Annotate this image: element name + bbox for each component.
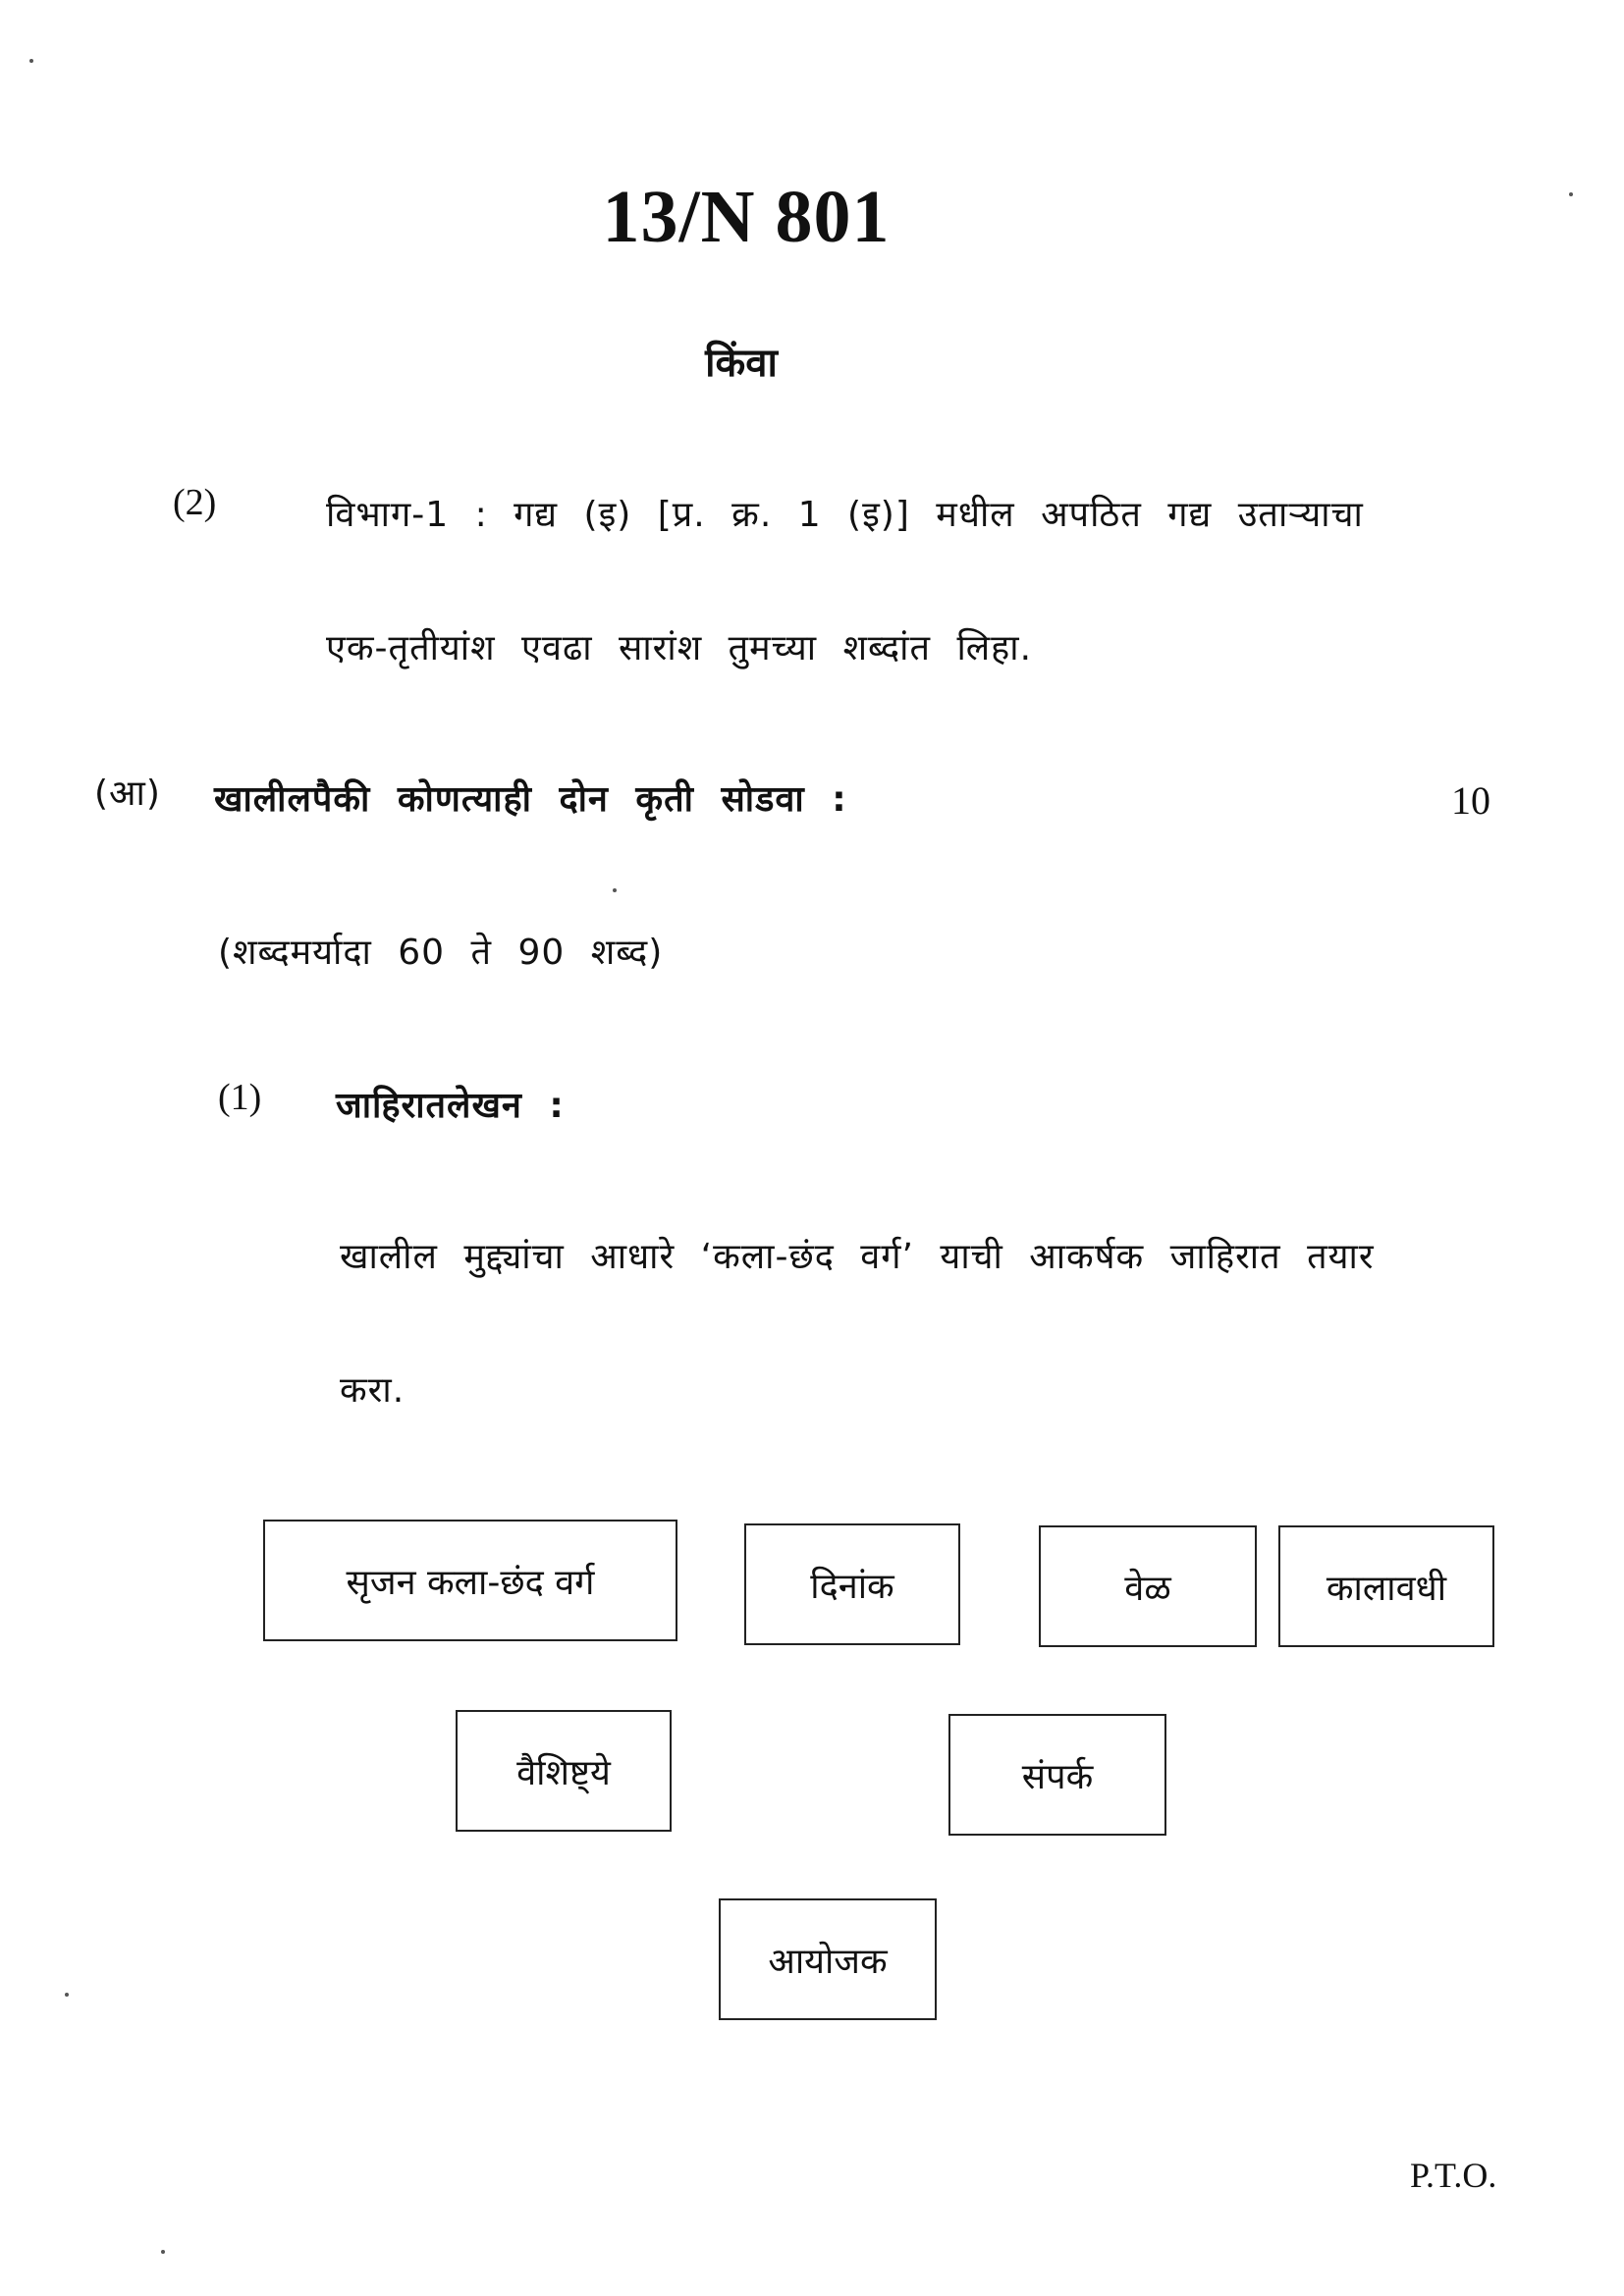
scan-speck [1569, 192, 1573, 196]
scan-speck [65, 1993, 69, 1997]
paper-code: 13/N 801 [602, 176, 891, 258]
task-1-number: (1) [218, 1077, 262, 1118]
point-box-ayojak: आयोजक [719, 1898, 937, 2020]
point-box-srujan-kala-chhand-varg: सृजन कला-छंद वर्ग [263, 1520, 677, 1641]
task-1-title: जाहिरातलेखन : [336, 1086, 565, 1126]
point-box-dinank: दिनांक [744, 1523, 960, 1645]
option-2-line-2: एक-तृतीयांश एवढा सारांश तुमच्या शब्दांत लिहा. [326, 628, 1033, 668]
scan-speck [613, 888, 617, 892]
or-separator: किंवा [705, 341, 778, 386]
point-box-vel: वेळ [1039, 1525, 1257, 1647]
scan-speck [161, 2250, 165, 2254]
point-box-samparka: संपर्क [948, 1714, 1166, 1836]
point-box-vaishishtye: वैशिष्ट्ये [456, 1710, 672, 1832]
section-aa-instruction: खालीलपैकी कोणत्याही दोन कृती सोडवा : [214, 779, 847, 820]
section-aa-marks: 10 [1451, 778, 1490, 823]
option-2-line-1: विभाग-1 : गद्य (इ) [प्र. क्र. 1 (इ)] मधील अपठित गद्य उताऱ्याचा [326, 495, 1364, 535]
scan-speck [29, 59, 33, 63]
please-turn-over: P.T.O. [1410, 2156, 1497, 2195]
task-1-instruction-line-2: करा. [340, 1370, 406, 1411]
section-aa-label: (आ) [94, 774, 161, 814]
task-1-instruction-line-1: खालील मुद्द्यांचा आधारे ‘कला-छंद वर्ग’ याची आकर्षक जाहिरात तयार [340, 1237, 1375, 1277]
word-limit: (शब्दमर्यादा 60 ते 90 शब्द) [218, 933, 664, 973]
option-2-number: (2) [173, 482, 217, 523]
point-box-kalavadhi: कालावधी [1278, 1525, 1494, 1647]
